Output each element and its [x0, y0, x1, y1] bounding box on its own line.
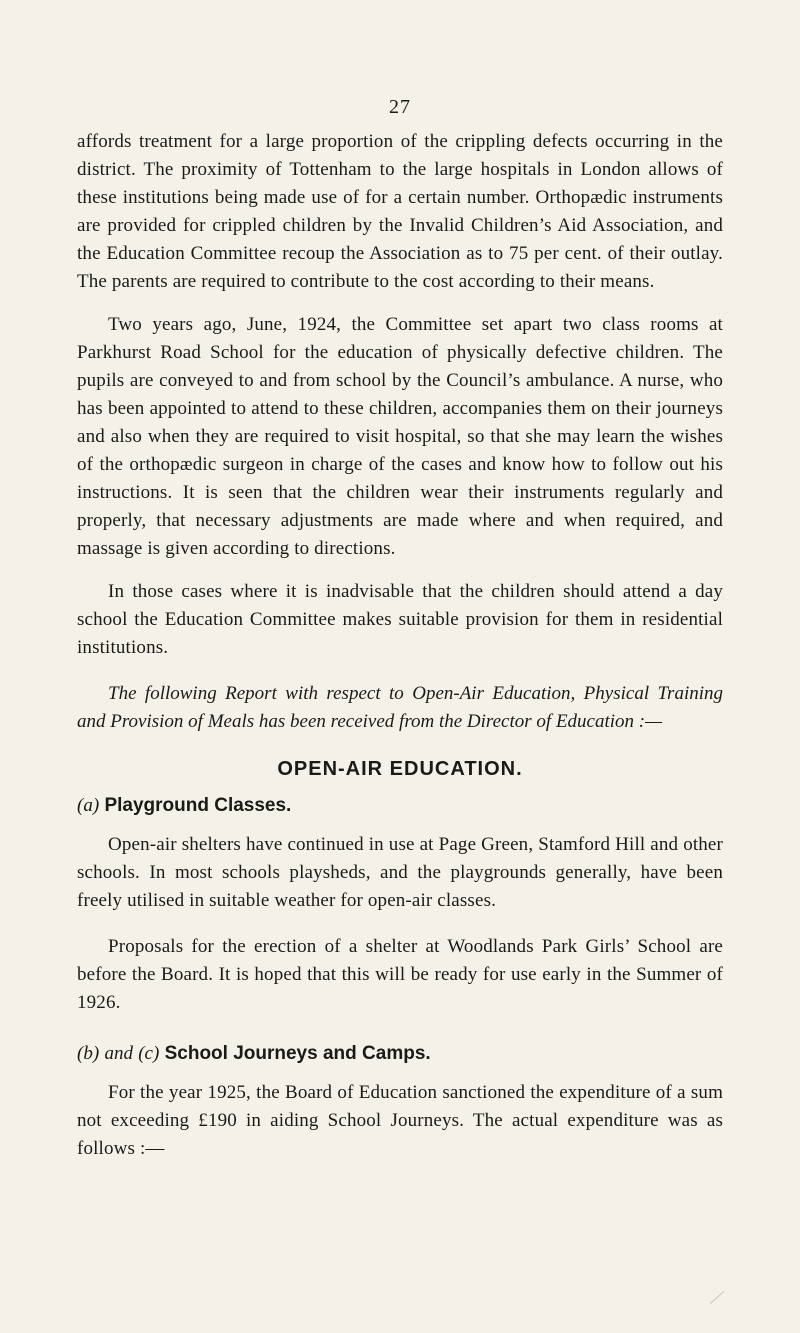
- paragraph-residential-institutions: In those cases where it is inadvisable that the children should attend a day school the Education Committee makes suitable provision for them in residential institutions.: [77, 581, 723, 658]
- page-content: [77, 128, 723, 1163]
- paragraph-crippling-defects: affords treatment for a large proportion of the crippling defects occurring in the district. The proximity of Tottenham to the large hospitals in London allows of these institutions being made use of for a certain number. Orthopædic instruments are provided for crippled children by the Invalid Children’s Aid Association, and the Education Committee recoup the Association as to 75 per cent. of their outlay. The parents are required to contribute to the cost according to their means.: [77, 131, 723, 292]
- subheading-and: and: [104, 1043, 133, 1064]
- paragraph-woodlands-park: Proposals for the erection of a shelter at Woodlands Park Girls’ School are before the Board. It is hoped that this will be ready for use early in the Summer of 1926.: [77, 936, 723, 1013]
- paragraph-report-intro: The following Report with respect to Open-Air Education, Physical Training and Provision of Meals has been received from the Director of Education :—: [77, 683, 723, 732]
- subheading-playground-classes: [77, 795, 723, 817]
- paragraph-expenditure: For the year 1925, the Board of Education sanctioned the expenditure of a sum not exceeding £190 in aiding School Journeys. The actual expenditure was as follows :—: [77, 1082, 723, 1159]
- paragraph-open-air-shelters: Open-air shelters have continued in use at Page Green, Stamford Hill and other schools. In most schools playsheds, and the playgrounds generally, have been freely utilised in suitable weather for open-air classes.: [77, 834, 723, 911]
- page-number: 27: [389, 96, 411, 118]
- subheading-title-journeys: School Journeys and Camps.: [164, 1043, 431, 1064]
- subheading-label-c: (c): [138, 1043, 160, 1064]
- subheading-school-journeys: [77, 1043, 723, 1065]
- paragraph-parkhurst-road: Two years ago, June, 1924, the Committee set apart two class rooms at Parkhurst Road School for the education of physically defective children. The pupils are conveyed to and from school by the Council’s ambulance. A nurse, who has been appointed to attend to these children, accompanies them on their journeys and also when they are required to visit hospital, so that she may learn the wishes of the orthopædic surgeon in charge of the cases and know how to follow out his instructions. It is seen that the children wear their instruments regularly and properly, that necessary adjustments are made where and when required, and massage is given according to directions.: [77, 314, 723, 559]
- subheading-label-a: (a): [77, 795, 100, 816]
- paper-mark: [710, 1291, 724, 1304]
- section-heading-open-air-education: OPEN-AIR EDUCATION.: [277, 758, 523, 780]
- subheading-label-b: (b): [77, 1043, 100, 1064]
- subheading-title-playground: Playground Classes.: [104, 795, 292, 816]
